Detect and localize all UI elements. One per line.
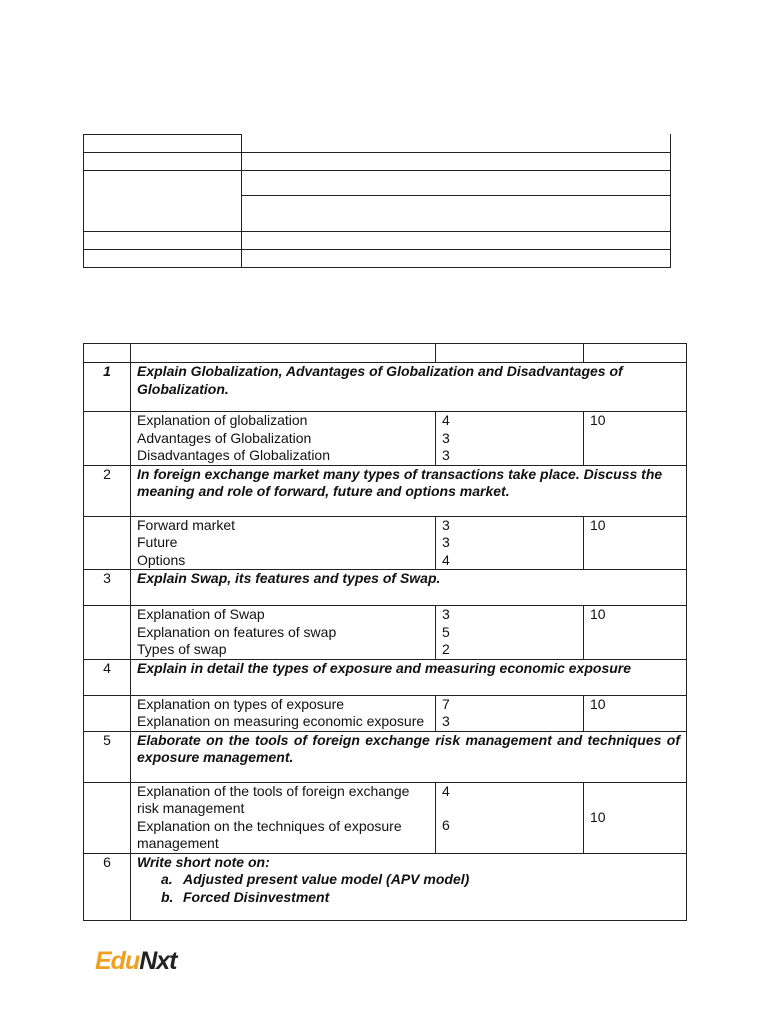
header-cell: [242, 196, 671, 232]
header-cell: [84, 250, 242, 268]
component-label: Disadvantages of Globalization: [137, 447, 331, 463]
header-cell: [242, 153, 671, 171]
header-cell: [436, 344, 584, 363]
list-item-text: Adjusted present value model (APV model): [183, 871, 470, 887]
component-mark: 3: [442, 516, 450, 533]
list-item-text: Forced Disinvestment: [183, 888, 330, 905]
component-label: Explanation on features of swap: [137, 623, 337, 640]
component-marks: [436, 782, 584, 853]
component-label: Explanation on the techniques of exposure management: [137, 817, 402, 851]
subquestion-list: [137, 871, 680, 906]
component-mark: 6: [442, 817, 450, 833]
component-label: Explanation of Swap: [137, 606, 265, 622]
edunxt-logo: [95, 947, 177, 976]
blank-cell: [84, 695, 131, 731]
component-mark: 3: [442, 447, 450, 463]
header-cell: [84, 344, 131, 363]
questions-table: [83, 343, 687, 921]
question-number: 6: [84, 853, 131, 920]
component-mark: 2: [442, 641, 450, 657]
component-mark: 4: [442, 782, 450, 799]
question-text: In foreign exchange market many types of transactions take place. Discuss the meaning and role of forward, future and options market.: [131, 465, 687, 516]
header-cell: [84, 232, 242, 250]
logo-part: Edu: [95, 947, 140, 975]
component-mark: 3: [442, 429, 450, 446]
component-label: Forward market: [137, 516, 236, 533]
header-cell: [242, 232, 671, 250]
question-text: Explain Swap, its features and types of Swap.: [131, 570, 687, 606]
component-labels: [131, 695, 436, 731]
component-labels: [131, 516, 436, 570]
header-cell: [84, 135, 242, 153]
component-marks: [436, 695, 584, 731]
total-marks: 10: [584, 516, 687, 570]
question-number: 5: [84, 731, 131, 782]
component-mark: 3: [442, 534, 450, 550]
list-item: [161, 871, 680, 889]
list-marker: b.: [161, 888, 174, 905]
total-marks: 10: [584, 412, 687, 466]
question-content: [131, 853, 687, 920]
header-cell: [242, 171, 671, 196]
component-mark: 4: [442, 412, 450, 428]
component-mark: 3: [442, 606, 450, 622]
component-labels: [131, 782, 436, 853]
question-number: 4: [84, 659, 131, 695]
component-marks: [436, 606, 584, 660]
total-marks: 10: [584, 606, 687, 660]
component-mark: 4: [442, 551, 450, 568]
component-labels: [131, 412, 436, 466]
question-number: 3: [84, 570, 131, 606]
header-cell: [242, 135, 671, 153]
question-text: Elaborate on the tools of foreign exchange risk management and techniques of exposure management.: [131, 731, 687, 782]
header-cell: [584, 344, 687, 363]
component-label: Types of swap: [137, 641, 227, 657]
question-number: 1: [84, 363, 131, 412]
component-marks: [436, 412, 584, 466]
component-label: Options: [137, 551, 186, 568]
question-text: Write short note on:: [137, 853, 270, 870]
header-cell: [242, 250, 671, 268]
header-info-table: [83, 134, 671, 268]
component-label: Advantages of Globalization: [137, 429, 312, 446]
component-label: Explanation of the tools of foreign exchange risk management: [137, 782, 410, 816]
list-marker: a.: [161, 871, 173, 887]
blank-cell: [84, 782, 131, 853]
component-label: Future: [137, 534, 178, 550]
component-label: Explanation on types of exposure: [137, 695, 345, 712]
component-mark: 5: [442, 623, 450, 640]
header-cell: [84, 171, 242, 232]
component-mark: 7: [442, 695, 450, 712]
component-mark: 3: [442, 713, 450, 729]
question-text: Explain Globalization, Advantages of Globalization and Disadvantages of Globalization.: [131, 363, 687, 412]
total-marks: 10: [584, 695, 687, 731]
list-item: [161, 889, 680, 907]
blank-cell: [84, 412, 131, 466]
total-marks: 10: [584, 782, 687, 853]
blank-cell: [84, 606, 131, 660]
component-labels: [131, 606, 436, 660]
header-cell: [131, 344, 436, 363]
blank-cell: [84, 516, 131, 570]
component-label: Explanation of globalization: [137, 412, 308, 428]
header-cell: [84, 153, 242, 171]
question-number: 2: [84, 465, 131, 516]
component-marks: [436, 516, 584, 570]
logo-part: Nxt: [139, 947, 177, 975]
component-label: Explanation on measuring economic exposure: [137, 713, 425, 729]
question-text: Explain in detail the types of exposure and measuring economic exposure: [131, 659, 687, 695]
